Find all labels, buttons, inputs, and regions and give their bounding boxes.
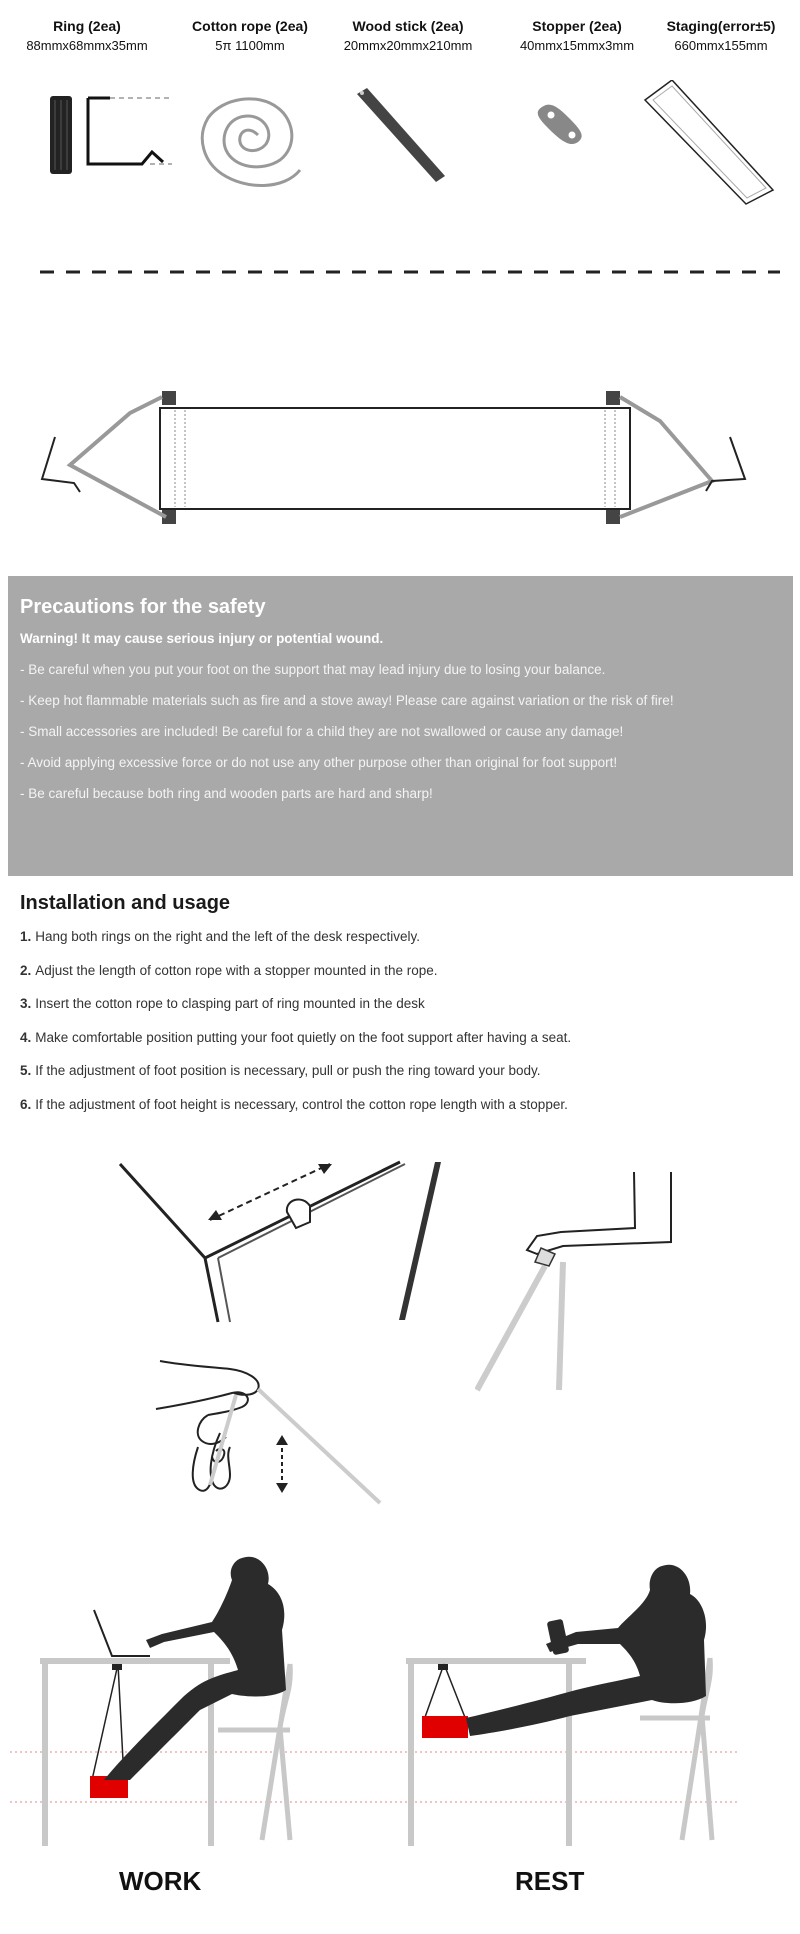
installation-step [20,996,780,1030]
part-stopper [502,18,652,53]
part-ring [12,18,162,53]
work-scene-illustration [0,1540,400,1855]
part-name: Ring (2ea) [53,18,121,34]
precaution-item: - Small accessories are included! Be careful for a child they are not swallowed or cause any damage! [20,724,624,739]
staging-icon [645,80,773,204]
footrest-rest [422,1716,468,1738]
installation-step [20,929,780,963]
stopper-icon [538,105,582,144]
part-cotton-rope [175,18,325,53]
step-text: Make comfortable position putting your foot quietly on the foot support after having a seat. [35,1029,572,1045]
part-name: Stopper (2ea) [532,18,622,34]
work-label: WORK [119,1866,202,1896]
step-text: Insert the cotton rope to clasping part of ring mounted in the desk [35,996,425,1011]
part-dims: 5π 1100mm [215,38,285,53]
wood-stick-illustration [395,1160,465,1335]
step-number: 4. [20,1029,32,1045]
precaution-item: - Be careful when you put your foot on the support that may lead injury due to losing your balance. [20,662,606,677]
rest-label: REST [515,1866,585,1896]
installation-step [20,1030,780,1064]
part-dims: 20mmx20mmx210mm [343,38,473,53]
desk-ring-illustration [100,1160,420,1335]
precautions-warning: Warning! It may cause serious injury or potential wound. [20,631,384,646]
step-text: Hang both rings on the right and the left of the desk respectively. [35,929,420,944]
installation-section [20,892,780,1130]
step-number: 3. [20,996,32,1011]
parts-illustrations [0,80,800,220]
step-number: 5. [20,1063,32,1078]
part-dims: 88mmx68mmx35mm [26,38,148,53]
hand-adjust-illustration [150,1355,390,1530]
installation-step [20,963,780,997]
rest-scene-illustration [400,1540,800,1855]
step-number: 1. [20,929,32,944]
step-text: If the adjustment of foot position is necessary, pull or push the ring toward your body. [35,1063,541,1078]
part-name: Cotton rope (2ea) [192,18,308,34]
assembled-diagram [0,385,800,545]
part-staging [646,18,796,53]
stopper-rope-illustration [475,1170,675,1395]
cotton-rope-icon [202,99,300,186]
installation-step [20,1063,780,1097]
part-name: Staging(error±5) [666,18,776,34]
part-dims: 40mmx15mmx3mm [519,38,635,53]
installation-step [20,1097,780,1131]
step-text: Adjust the length of cotton rope with a stopper mounted in the rope. [35,962,438,978]
precaution-item: - Avoid applying excessive force or do not use any other purpose other than original for foot support! [20,755,618,770]
step-number: 2. [20,962,32,978]
precautions-panel [8,576,793,876]
part-dims: 660mmx155mm [674,38,768,53]
parts-list [0,18,800,58]
precaution-item: - Be careful because both ring and wooden parts are hard and sharp! [20,786,433,801]
installation-steps [20,929,780,1130]
precaution-item: - Keep hot flammable materials such as fire and a stove away! Please care against variation or the risk of fire! [20,693,674,708]
step-number: 6. [20,1096,32,1112]
dashed-divider [0,268,800,276]
ring-icon [50,96,172,174]
step-text: If the adjustment of foot height is necessary, control the cotton rope length with a stopper. [35,1096,568,1112]
part-wood-stick [333,18,483,53]
installation-title: Installation and usage [20,892,231,914]
part-name: Wood stick (2ea) [352,18,464,34]
wood-stick-icon [357,88,445,182]
precautions-title: Precautions for the safety [20,596,266,618]
